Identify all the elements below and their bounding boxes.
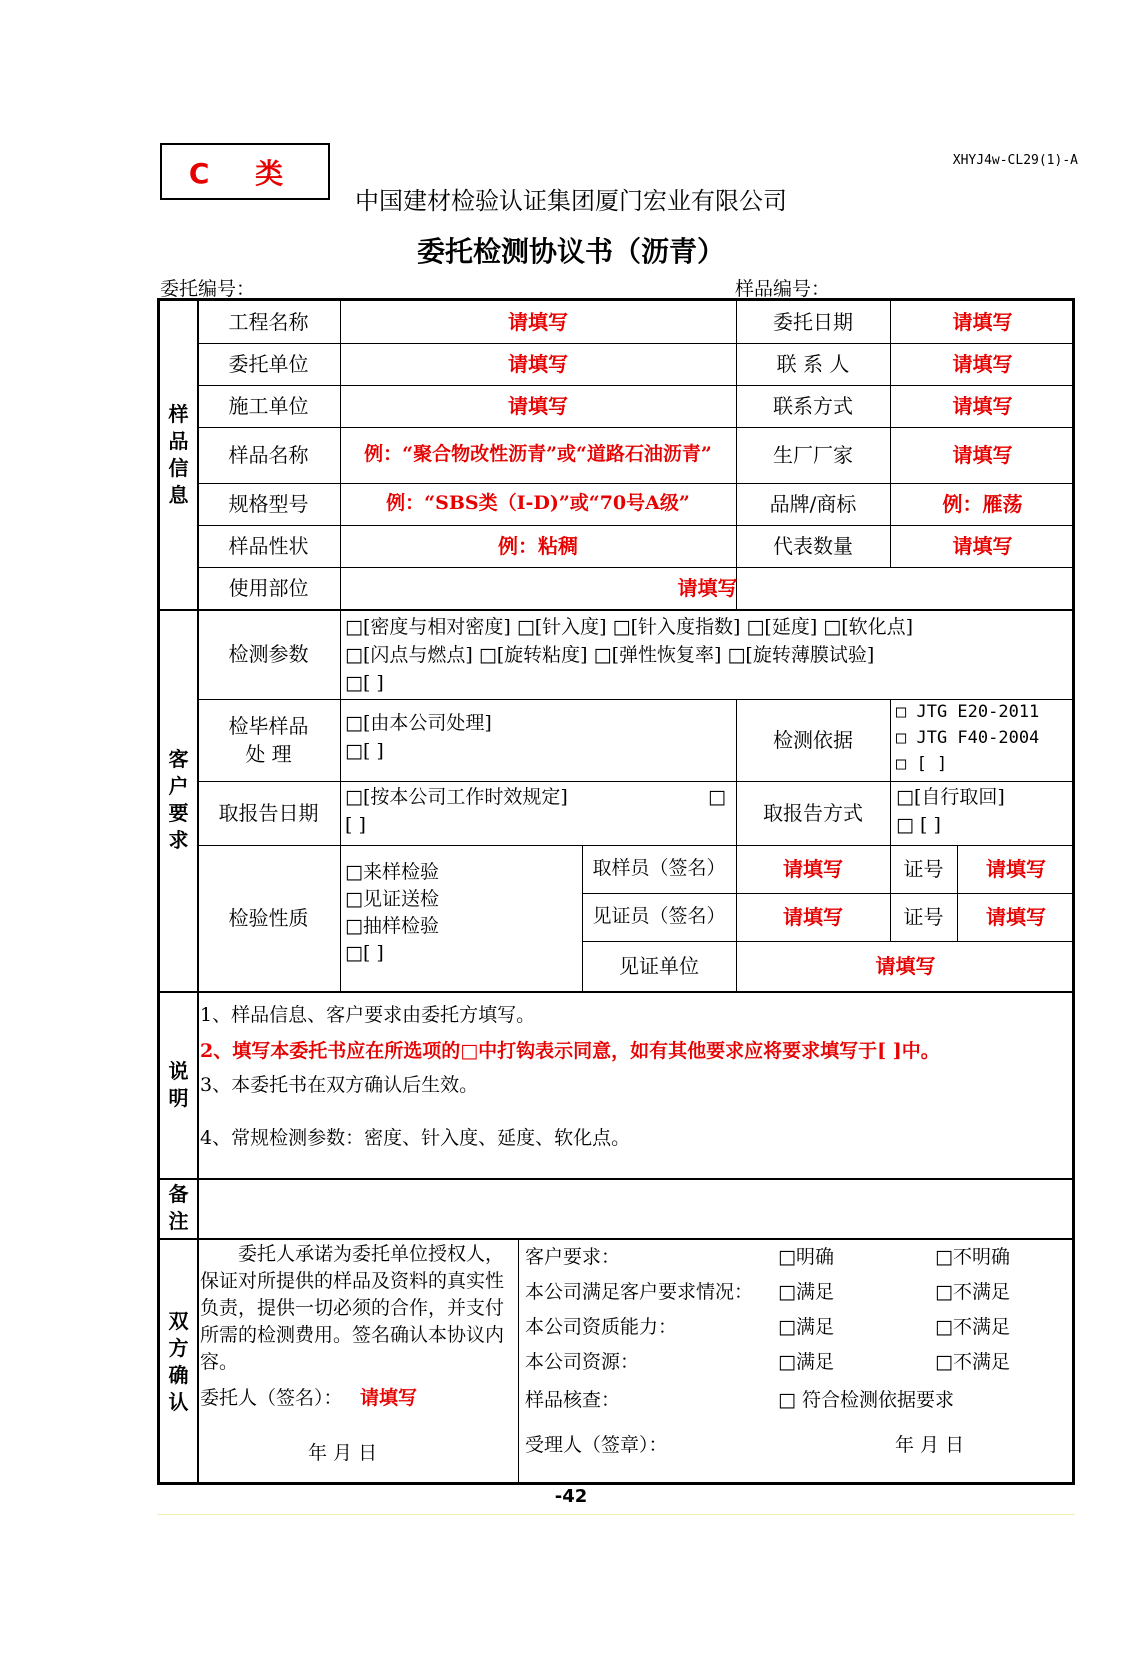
quantity-field[interactable]: 请填写	[952, 533, 1013, 558]
sample-check-label: 样品核查：	[525, 1389, 621, 1411]
meet-req-no-checkbox[interactable]: □不满足	[935, 1281, 1010, 1303]
spec-label: 规格型号	[228, 491, 309, 516]
constructor-label: 施工单位	[228, 393, 309, 418]
client-field[interactable]: 请填写	[508, 351, 568, 376]
page-number: -42	[554, 1486, 588, 1507]
entrust-date-label: 委托日期	[773, 309, 853, 334]
usage-label: 使用部位	[228, 575, 309, 600]
report-date-label: 取报告日期	[218, 800, 319, 825]
nature-option-sampling[interactable]: □抽样检验	[345, 915, 439, 937]
qualification-label: 本公司资质能力：	[525, 1316, 678, 1338]
remark-field[interactable]	[197, 1178, 1075, 1238]
params-line-2[interactable]: □[闪点与燃点] □[旋转粘度] □[弹性恢复率] □[旋转薄膜试验]	[345, 644, 875, 666]
nature-option-delivered[interactable]: □来样检验	[345, 861, 439, 883]
params-line-3[interactable]: □[ ]	[345, 672, 384, 694]
contact-method-label: 联系方式	[773, 393, 853, 418]
qualification-no-checkbox[interactable]: □不满足	[935, 1316, 1010, 1338]
witness-unit-label: 见证单位	[619, 953, 699, 978]
footer-divider	[157, 1514, 1075, 1515]
manufacturer-field[interactable]: 请填写	[952, 442, 1013, 467]
meet-req-yes-checkbox[interactable]: □满足	[778, 1281, 834, 1303]
brand-label: 品牌/商标	[769, 491, 857, 516]
sampler-label: 取样员（签名）	[592, 857, 726, 880]
sample-name-field[interactable]: 例：“聚合物改性沥青”或“道路石油沥青”	[364, 443, 712, 466]
client-sign-date: 年 月 日	[308, 1442, 378, 1464]
resources-no-checkbox[interactable]: □不满足	[935, 1351, 1010, 1373]
client-promise-text: 委托人承诺为委托单位授权人，保证对所提供的样品及资料的真实性负责，提供一切必须的合作，并支付所需的检测费用。签名确认本协议内容。	[200, 1243, 505, 1373]
basis-option-f40[interactable]: □ JTG F40-2004	[896, 728, 1040, 748]
note-2: 2、填写本委托书应在所选项的□中打钩表示同意，如有其他要求应将要求填写于[ ]中。	[200, 1040, 940, 1062]
class-badge: C 类	[160, 143, 330, 200]
company-name: 中国建材检验认证集团厦门宏业有限公司	[355, 187, 787, 215]
contact-field[interactable]: 请填写	[952, 351, 1013, 376]
document-code: XHYJ4w-CL29(1)-A	[952, 153, 1078, 168]
project-name-label: 工程名称	[228, 309, 309, 334]
witness-label: 见证员（签名）	[592, 905, 726, 928]
note-3: 3、本委托书在双方确认后生效。	[200, 1074, 479, 1096]
disposal-option-company[interactable]: □[由本公司处理]	[345, 712, 492, 734]
report-method-option-other[interactable]: □ [ ]	[896, 814, 941, 836]
entrust-date-field[interactable]: 请填写	[952, 309, 1013, 334]
report-date-option-standard[interactable]: □[按本公司工作时效规定]	[345, 786, 568, 808]
note-4: 4、常规检测参数：密度、针入度、延度、软化点。	[200, 1127, 631, 1149]
nature-option-witnessed[interactable]: □见证送检	[345, 888, 439, 910]
nature-label: 检验性质	[228, 905, 309, 930]
qualification-yes-checkbox[interactable]: □满足	[778, 1316, 834, 1338]
receiver-date: 年 月 日	[895, 1434, 965, 1456]
disposal-option-other[interactable]: □[ ]	[345, 740, 384, 762]
witness-signature-field[interactable]: 请填写	[783, 904, 843, 929]
section-remark: 备 注	[168, 1182, 189, 1233]
disposal-label: 检毕样品 处 理	[228, 714, 309, 766]
req-clarity-label: 客户要求：	[525, 1246, 621, 1268]
agreement-form	[157, 298, 1075, 1485]
manufacturer-label: 生厂厂家	[773, 442, 853, 467]
witness-unit-field[interactable]: 请填写	[875, 953, 936, 978]
sampler-cert-label: 证号	[903, 856, 944, 881]
contact-label: 联 系 人	[776, 351, 850, 376]
section-sample-info: 样 品 信 息	[168, 402, 189, 507]
project-name-field[interactable]: 请填写	[508, 309, 568, 334]
contact-method-field[interactable]: 请填写	[952, 393, 1013, 418]
quantity-label: 代表数量	[773, 533, 853, 558]
signer-signature-field[interactable]: 请填写	[360, 1387, 418, 1409]
sampler-cert-field[interactable]: 请填写	[986, 856, 1046, 881]
report-date-option-other[interactable]: [ ]	[345, 814, 366, 836]
sample-number-label: 样品编号：	[735, 278, 831, 300]
report-method-option-self[interactable]: □[自行取回]	[896, 786, 1005, 808]
document-title: 委托检测协议书（沥青）	[416, 235, 725, 268]
meet-req-label: 本公司满足客户要求情况：	[525, 1281, 754, 1303]
sample-name-label: 样品名称	[228, 442, 309, 467]
params-label: 检测参数	[228, 641, 309, 666]
usage-field[interactable]: 请填写	[677, 575, 738, 600]
sample-check-checkbox[interactable]: □ 符合检测依据要求	[778, 1389, 954, 1411]
note-1: 1、样品信息、客户要求由委托方填写。	[200, 1004, 536, 1026]
req-clear-checkbox[interactable]: □明确	[778, 1246, 834, 1268]
section-customer-requirements: 客 户 要 求	[168, 747, 189, 852]
report-date-checkbox[interactable]: □	[708, 786, 726, 808]
basis-option-e20[interactable]: □ JTG E20-2011	[896, 702, 1040, 722]
witness-cert-label: 证号	[903, 904, 944, 929]
section-notes: 说 明	[168, 1058, 189, 1110]
client-label: 委托单位	[228, 351, 309, 376]
basis-label: 检测依据	[773, 727, 853, 752]
report-method-label: 取报告方式	[763, 800, 863, 825]
signer-label: 委托人（签名）：	[200, 1387, 343, 1409]
property-field[interactable]: 例：粘稠	[498, 533, 578, 558]
property-label: 样品性状	[228, 533, 309, 558]
brand-field[interactable]: 例：雁荡	[942, 491, 1023, 516]
receiver-label: 受理人（签章）：	[525, 1434, 668, 1456]
spec-field[interactable]: 例：“SBS类（I-D)”或“70号A级”	[386, 492, 690, 515]
resources-yes-checkbox[interactable]: □满足	[778, 1351, 834, 1373]
sampler-signature-field[interactable]: 请填写	[783, 856, 843, 881]
section-confirmation: 双 方 确 认	[168, 1308, 189, 1414]
constructor-field[interactable]: 请填写	[508, 393, 568, 418]
req-unclear-checkbox[interactable]: □不明确	[935, 1246, 1010, 1268]
resources-label: 本公司资源：	[525, 1351, 640, 1373]
params-line-1[interactable]: □[密度与相对密度] □[针入度] □[针入度指数] □[延度] □[软化点]	[345, 616, 914, 638]
witness-cert-field[interactable]: 请填写	[986, 904, 1046, 929]
entrust-number-label: 委托编号：	[160, 278, 256, 300]
basis-option-other[interactable]: □ [ ]	[896, 754, 948, 774]
nature-option-other[interactable]: □[ ]	[345, 942, 384, 964]
